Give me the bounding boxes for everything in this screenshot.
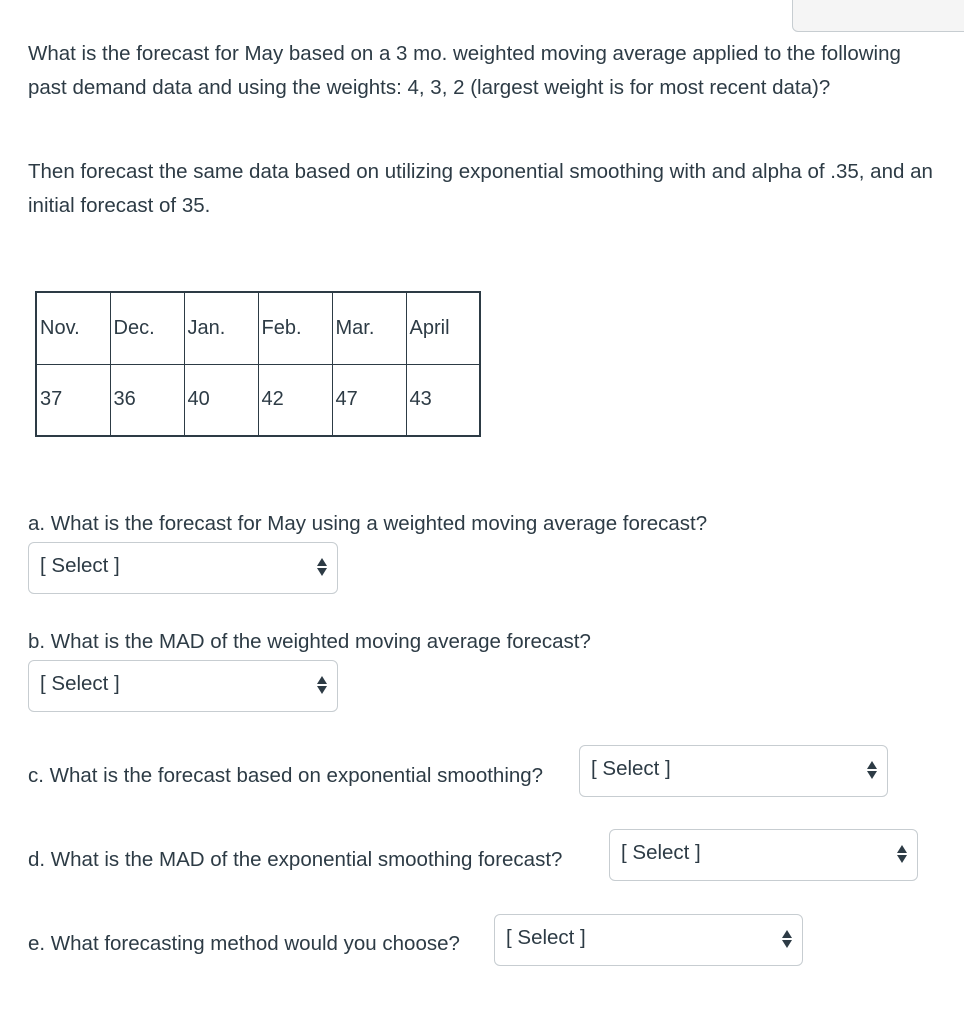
question-b-select[interactable] <box>28 660 338 712</box>
question-intro-paragraph: What is the forecast for May based on a 3 mo. weighted moving average applied to the following past demand data and using the weights: 4, 3, 2 (largest weight is for most recent data)? <box>28 42 901 99</box>
select-label: [ Select ] <box>591 757 671 780</box>
month-cell: Mar. <box>332 292 406 364</box>
question-instructions-paragraph: Then forecast the same data based on utilizing exponential smoothing with and alpha of .35, and an initial forecast of 35. <box>28 160 933 217</box>
select-label: [ Select ] <box>40 672 120 695</box>
question-e-text: e. What forecasting method would you choose? <box>28 932 460 955</box>
question-c-text: c. What is the forecast based on exponential smoothing? <box>28 764 544 787</box>
top-right-panel <box>792 0 964 32</box>
sort-arrows-icon <box>317 676 327 696</box>
demand-value-row <box>36 364 480 436</box>
demand-cell: 40 <box>184 364 258 436</box>
question-a-text: a. What is the forecast for May using a weighted moving average forecast? <box>28 512 708 535</box>
demand-cell: 42 <box>258 364 332 436</box>
demand-data-table <box>35 291 481 437</box>
question-d-select[interactable] <box>609 829 918 881</box>
select-label: [ Select ] <box>506 926 586 949</box>
select-label: [ Select ] <box>40 554 120 577</box>
demand-cell: 43 <box>406 364 480 436</box>
sort-arrows-icon <box>897 845 907 865</box>
sort-arrows-icon <box>867 761 877 781</box>
month-cell: Dec. <box>110 292 184 364</box>
sort-arrows-icon <box>782 930 792 950</box>
question-a-select[interactable] <box>28 542 338 594</box>
month-cell: Feb. <box>258 292 332 364</box>
question-c-select[interactable] <box>579 745 888 797</box>
month-cell: Jan. <box>184 292 258 364</box>
month-header-row <box>36 292 480 364</box>
demand-cell: 36 <box>110 364 184 436</box>
month-cell: April <box>406 292 480 364</box>
select-label: [ Select ] <box>621 841 701 864</box>
sort-arrows-icon <box>317 558 327 578</box>
demand-cell: 47 <box>332 364 406 436</box>
question-d-text: d. What is the MAD of the exponential smoothing forecast? <box>28 848 563 871</box>
month-cell: Nov. <box>36 292 110 364</box>
demand-cell: 37 <box>36 364 110 436</box>
question-b-text: b. What is the MAD of the weighted moving average forecast? <box>28 630 591 653</box>
question-e-select[interactable] <box>494 914 803 966</box>
